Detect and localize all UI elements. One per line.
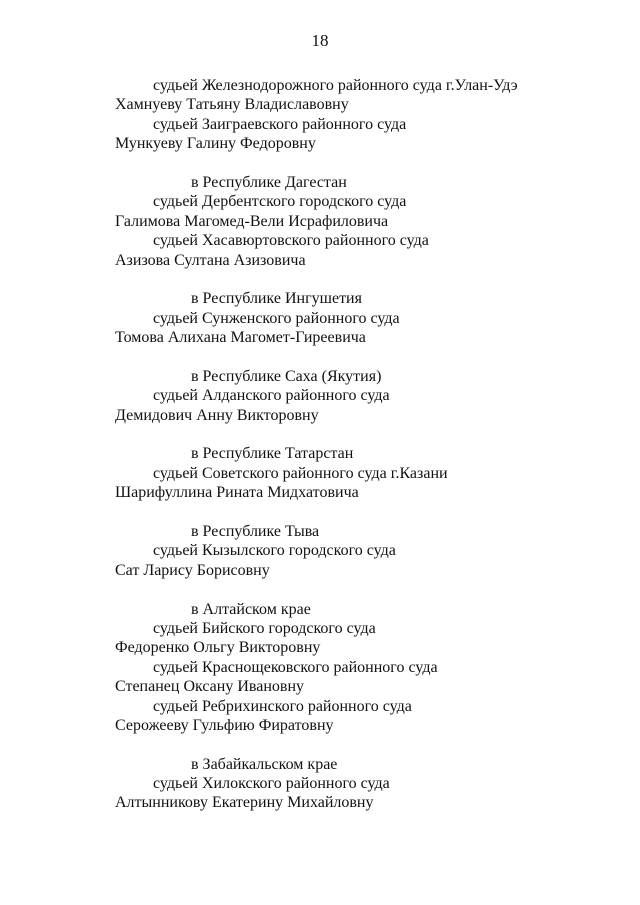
court-title: судьей Кызылского городского суда xyxy=(153,542,396,560)
region-heading: в Забайкальском крае xyxy=(191,755,338,773)
page-number: 18 xyxy=(311,31,329,50)
region-heading: в Республике Татарстан xyxy=(191,445,354,463)
court-title: судьей Дербентского городского суда xyxy=(153,193,407,211)
court-title: судьей Хасавюртовского районного суда xyxy=(153,232,429,250)
judge-name: Азизова Султана Азизовича xyxy=(115,251,306,269)
section-spacer xyxy=(0,270,640,289)
court-title: судьей Хилокского районного суда xyxy=(153,775,390,793)
section-spacer xyxy=(0,347,640,366)
section-spacer xyxy=(0,503,640,522)
region-heading: в Республике Тыва xyxy=(191,522,320,540)
region-heading: в Республике Дагестан xyxy=(191,173,347,191)
court-title: судьей Железнодорожного районного суда г.Улан-Удэ xyxy=(153,77,518,94)
judge-name: Томова Алихана Магомет-Гиреевича xyxy=(115,329,366,347)
judge-name: Шарифуллина Рината Мидхатовича xyxy=(115,484,359,502)
section-spacer xyxy=(0,154,640,173)
court-title: судьей Сунженского районного суда xyxy=(153,309,400,327)
section-spacer xyxy=(0,425,640,444)
court-title: судьей Советского районного суда г.Казани xyxy=(153,464,448,482)
court-title: судьей Заиграевского районного суда xyxy=(153,115,407,133)
region-heading: в Алтайском крае xyxy=(191,600,311,618)
court-title: судьей Краснощековского районного суда xyxy=(153,658,438,676)
region-heading: в Республике Саха (Якутия) xyxy=(191,367,382,385)
document-body xyxy=(0,76,640,813)
court-title: судьей Ребрихинского районного суда xyxy=(153,697,412,715)
section-spacer xyxy=(0,580,640,599)
judge-name: Серожееву Гульфию Фиратовну xyxy=(115,716,334,734)
section-spacer xyxy=(0,735,640,754)
judge-name: Сат Ларису Борисовну xyxy=(115,561,270,579)
court-title: судьей Бийского городского суда xyxy=(153,619,376,637)
judge-name: Демидович Анну Викторовну xyxy=(115,406,319,424)
region-heading: в Республике Ингушетия xyxy=(191,290,362,308)
judge-name: Федоренко Ольгу Викторовну xyxy=(115,639,321,657)
court-title: судьей Алданского районного суда xyxy=(153,387,390,405)
judge-name: Алтынникову Екатерину Михайловну xyxy=(115,794,374,812)
judge-name: Мункуеву Галину Федоровну xyxy=(115,135,316,153)
judge-name: Галимова Магомед-Вели Исрафиловича xyxy=(115,212,389,230)
judge-name: Степанец Оксану Ивановну xyxy=(115,678,305,696)
judge-name: Хамнуеву Татьяну Владиславовну xyxy=(115,96,349,114)
